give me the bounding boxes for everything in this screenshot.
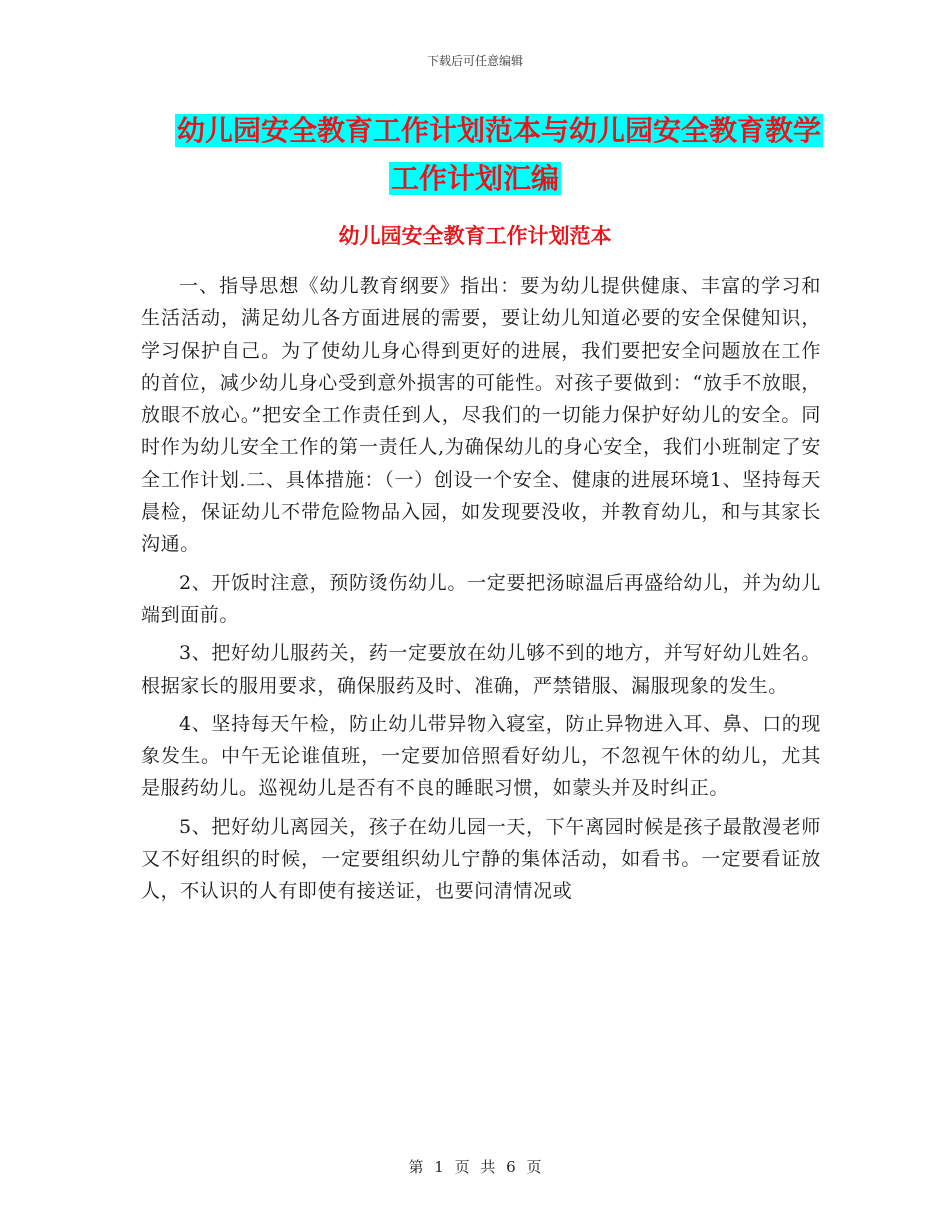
paragraph-2: 2、开饭时注意，预防烫伤幼儿。一定要把汤晾温后再盛给幼儿，并为幼儿端到面前。 xyxy=(141,571,821,626)
paragraph-1: 一、指导思想《幼儿教育纲要》指出：要为幼儿提供健康、丰富的学习和生活活动，满足幼儿各方面进展的需要，要让幼儿知道必要的安全保健知识，学习保护自己。为了使幼儿身心得到更好的进展，我们要把安全问题放在工作的首位，减少幼儿身心受到意外损害的可能性。对孩子要做到：“放手不放眼，放眼不放心。”把安全工作责任到人，尽我们的一切能力保护好幼儿的安全。同时作为幼儿安全工作的第一责任人,为确保幼儿的身心安全，我们小班制定了安全工作计划.二、具体措施：（一）创设一个安全、健康的进展环境1、坚持每天晨检，保证幼儿不带危险物品入园，如发现要没收，并教育幼儿，和与其家长沟通。 xyxy=(141,275,821,556)
page-footer: 第 1 页 共 6 页 xyxy=(408,1158,542,1176)
paragraph-3: 3、把好幼儿服药关，药一定要放在幼儿够不到的地方，并写好幼儿姓名。根据家长的服用要求，确保服药及时、准确，严禁错服、漏服现象的发生。 xyxy=(141,642,821,697)
document-body xyxy=(141,270,821,914)
document-title xyxy=(0,108,950,202)
title-line-2: 工作计划汇编 xyxy=(390,162,559,195)
section-title: 幼儿园安全教育工作计划范本 xyxy=(338,224,612,248)
paragraph-5: 5、把好幼儿离园关，孩子在幼儿园一天，下午离园时候是孩子最散漫老师又不好组织的时候，一定要组织幼儿宁静的集体活动，如看书。一定要看证放人，不认识的人有即使有接送证，也要问清情况或 xyxy=(141,815,821,903)
page-header-note: 下载后可任意编辑 xyxy=(426,54,523,68)
title-line-1: 幼儿园安全教育工作计划范本与幼儿园安全教育教学 xyxy=(176,114,821,147)
paragraph-4: 4、坚持每天午检，防止幼儿带异物入寝室，防止异物进入耳、鼻、口的现象发生。中午无论谁值班，一定要加倍照看好幼儿，不忽视午休的幼儿，尤其是服药幼儿。巡视幼儿是否有不良的睡眠习惯，如蒙头并及时纠正。 xyxy=(141,712,821,800)
